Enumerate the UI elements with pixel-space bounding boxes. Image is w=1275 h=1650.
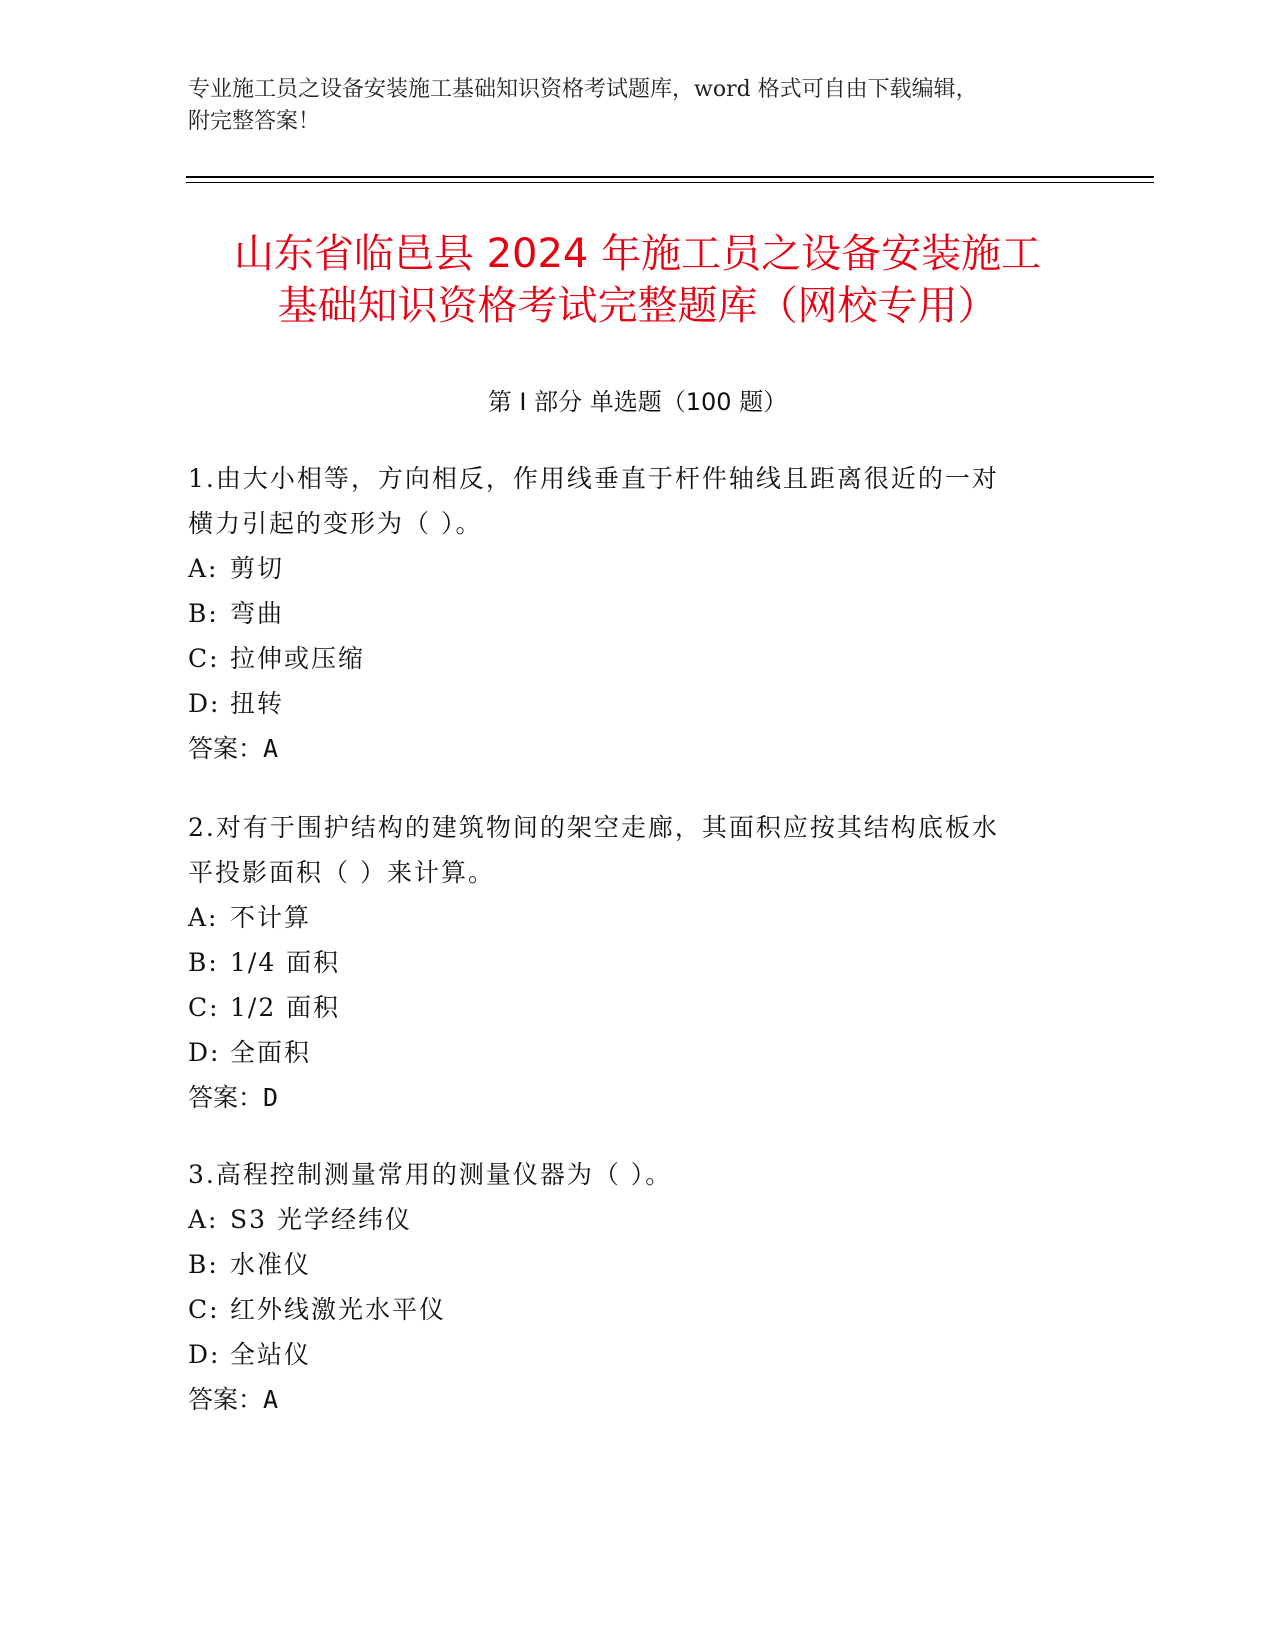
answer-label: 答案： xyxy=(188,734,264,763)
option-a xyxy=(188,1197,1068,1242)
document-title xyxy=(150,228,1125,332)
option-c xyxy=(188,1287,1068,1332)
option-letter: D: xyxy=(188,1038,221,1067)
header-note-line: 附完整答案！ xyxy=(188,109,321,134)
option-text: 1/4 面积 xyxy=(230,948,341,977)
header-divider-thick xyxy=(186,176,1154,178)
answer-value: A xyxy=(263,1385,279,1414)
option-letter: C: xyxy=(188,993,220,1022)
option-letter: B: xyxy=(188,1250,219,1279)
option-c xyxy=(188,636,1068,681)
option-b xyxy=(188,940,1068,985)
option-text: 剪切 xyxy=(230,554,285,583)
option-a xyxy=(188,546,1068,591)
option-c xyxy=(188,985,1068,1030)
answer-line xyxy=(188,1377,1068,1422)
option-d xyxy=(188,1030,1068,1075)
document-title-line: 山东省临邑县 2024 年施工员之设备安装施工 xyxy=(233,231,1042,277)
option-letter: D: xyxy=(188,689,221,718)
question-stem: 3.高程控制测量常用的测量仪器为（ ）。 xyxy=(188,1160,673,1189)
option-letter: C: xyxy=(188,1295,220,1324)
option-b xyxy=(188,1242,1068,1287)
option-a xyxy=(188,895,1068,940)
header-note-line: 专业施工员之设备安装施工基础知识资格考试题库，word 格式可自由下载编辑， xyxy=(188,77,978,102)
answer-label: 答案： xyxy=(188,1385,264,1414)
answer-label: 答案： xyxy=(188,1083,264,1112)
option-text: 不计算 xyxy=(230,903,312,932)
question-1 xyxy=(188,456,1068,771)
header-note xyxy=(188,74,1088,138)
option-text: 弯曲 xyxy=(230,599,285,628)
question-stem: 2.对有于围护结构的建筑物间的架空走廊，其面积应按其结构底板水 xyxy=(188,813,999,842)
answer-value: D xyxy=(263,1083,279,1112)
answer-value: A xyxy=(263,734,279,763)
section-title: 第 I 部分 单选题（100 题） xyxy=(487,388,788,416)
option-letter: A: xyxy=(188,903,219,932)
answer-line xyxy=(188,1075,1068,1120)
option-text: 拉伸或压缩 xyxy=(230,644,366,673)
question-stem: 1.由大小相等，方向相反，作用线垂直于杆件轴线且距离很近的一对 xyxy=(188,464,999,493)
document-title-line: 基础知识资格考试完整题库（网校专用） xyxy=(277,283,998,329)
option-text: 1/2 面积 xyxy=(230,993,341,1022)
option-text: S3 光学经纬仪 xyxy=(230,1205,412,1234)
option-letter: B: xyxy=(188,948,219,977)
option-letter: B: xyxy=(188,599,219,628)
option-text: 全面积 xyxy=(230,1038,312,1067)
header-divider-thin xyxy=(186,182,1154,183)
option-d xyxy=(188,681,1068,726)
answer-line xyxy=(188,726,1068,771)
option-letter: A: xyxy=(188,1205,219,1234)
option-d xyxy=(188,1332,1068,1377)
option-letter: D: xyxy=(188,1340,221,1369)
option-letter: A: xyxy=(188,554,219,583)
option-text: 红外线激光水平仪 xyxy=(230,1295,447,1324)
option-text: 水准仪 xyxy=(230,1250,312,1279)
question-stem: 横力引起的变形为（ ）。 xyxy=(188,509,483,538)
option-b xyxy=(188,591,1068,636)
question-stem: 平投影面积（ ）来计算。 xyxy=(188,858,495,887)
option-letter: C: xyxy=(188,644,220,673)
question-2 xyxy=(188,805,1068,1120)
option-text: 全站仪 xyxy=(230,1340,312,1369)
option-text: 扭转 xyxy=(230,689,285,718)
question-3 xyxy=(188,1152,1068,1422)
